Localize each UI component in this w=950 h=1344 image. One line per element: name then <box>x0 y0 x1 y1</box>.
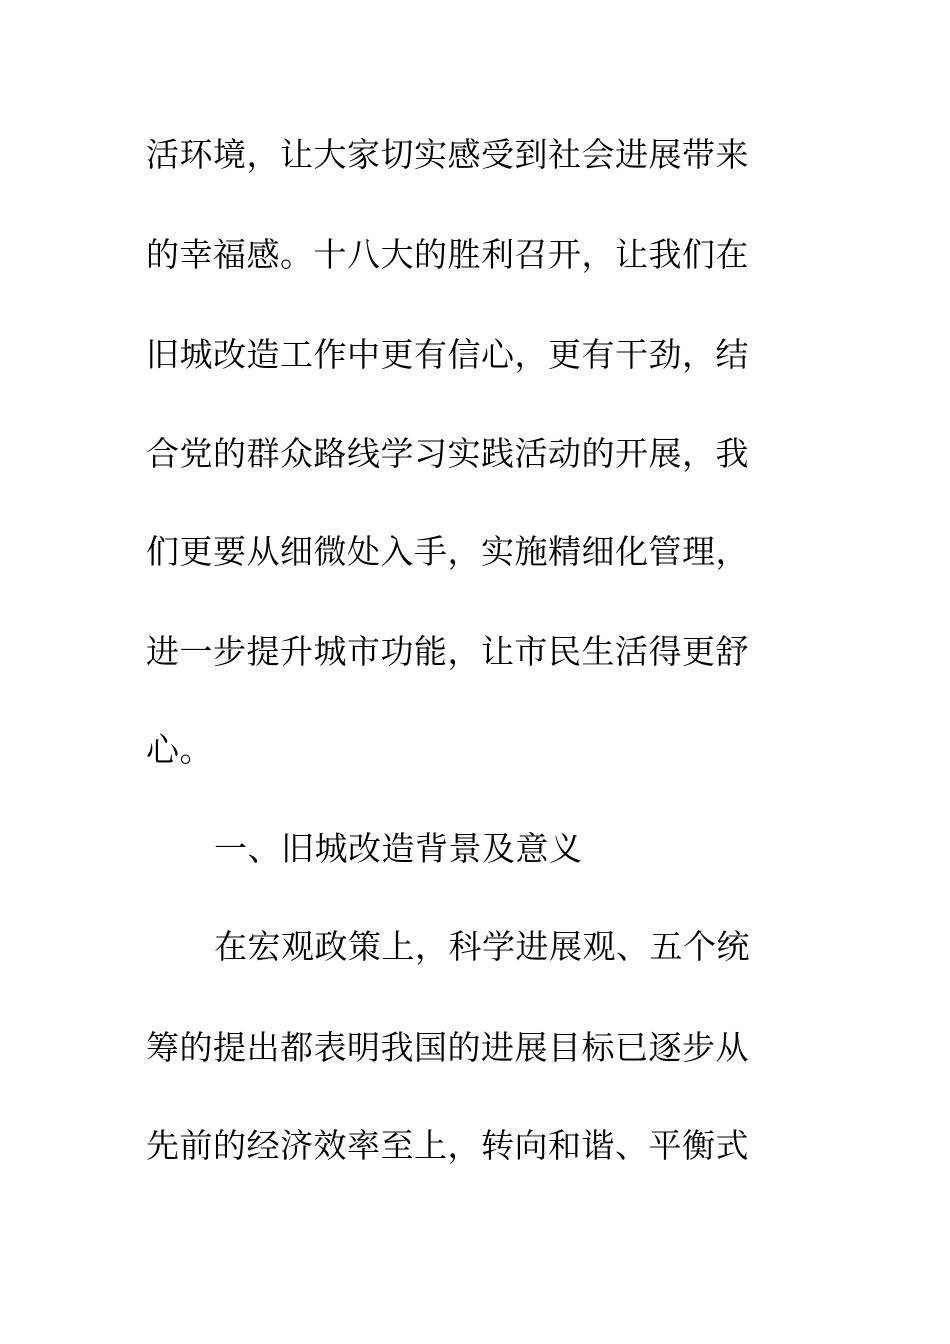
section-heading: 一、旧城改造背景及意义 <box>214 829 583 868</box>
body-text-line: 先前的经济效率至上，转向和谐、平衡式 <box>146 1126 749 1165</box>
body-text-line: 们更要从细微处入手，实施精细化管理， <box>146 532 749 571</box>
body-text-line: 旧城改造工作中更有信心，更有干劲，结 <box>146 335 749 374</box>
body-text-line: 合党的群众路线学习实践活动的开展，我 <box>146 434 749 473</box>
body-text-line: 筹的提出都表明我国的进展目标已逐步从 <box>146 1028 749 1067</box>
body-text-line: 在宏观政策上，科学进展观、五个统 <box>214 927 750 966</box>
body-text-line: 进一步提升城市功能，让市民生活得更舒 <box>146 632 749 671</box>
body-text-line: 的幸福感。十八大的胜利召开，让我们在 <box>146 235 749 274</box>
body-text-line: 心。 <box>146 730 213 769</box>
body-text-line: 活环境，让大家切实感受到社会进展带来 <box>146 135 749 174</box>
